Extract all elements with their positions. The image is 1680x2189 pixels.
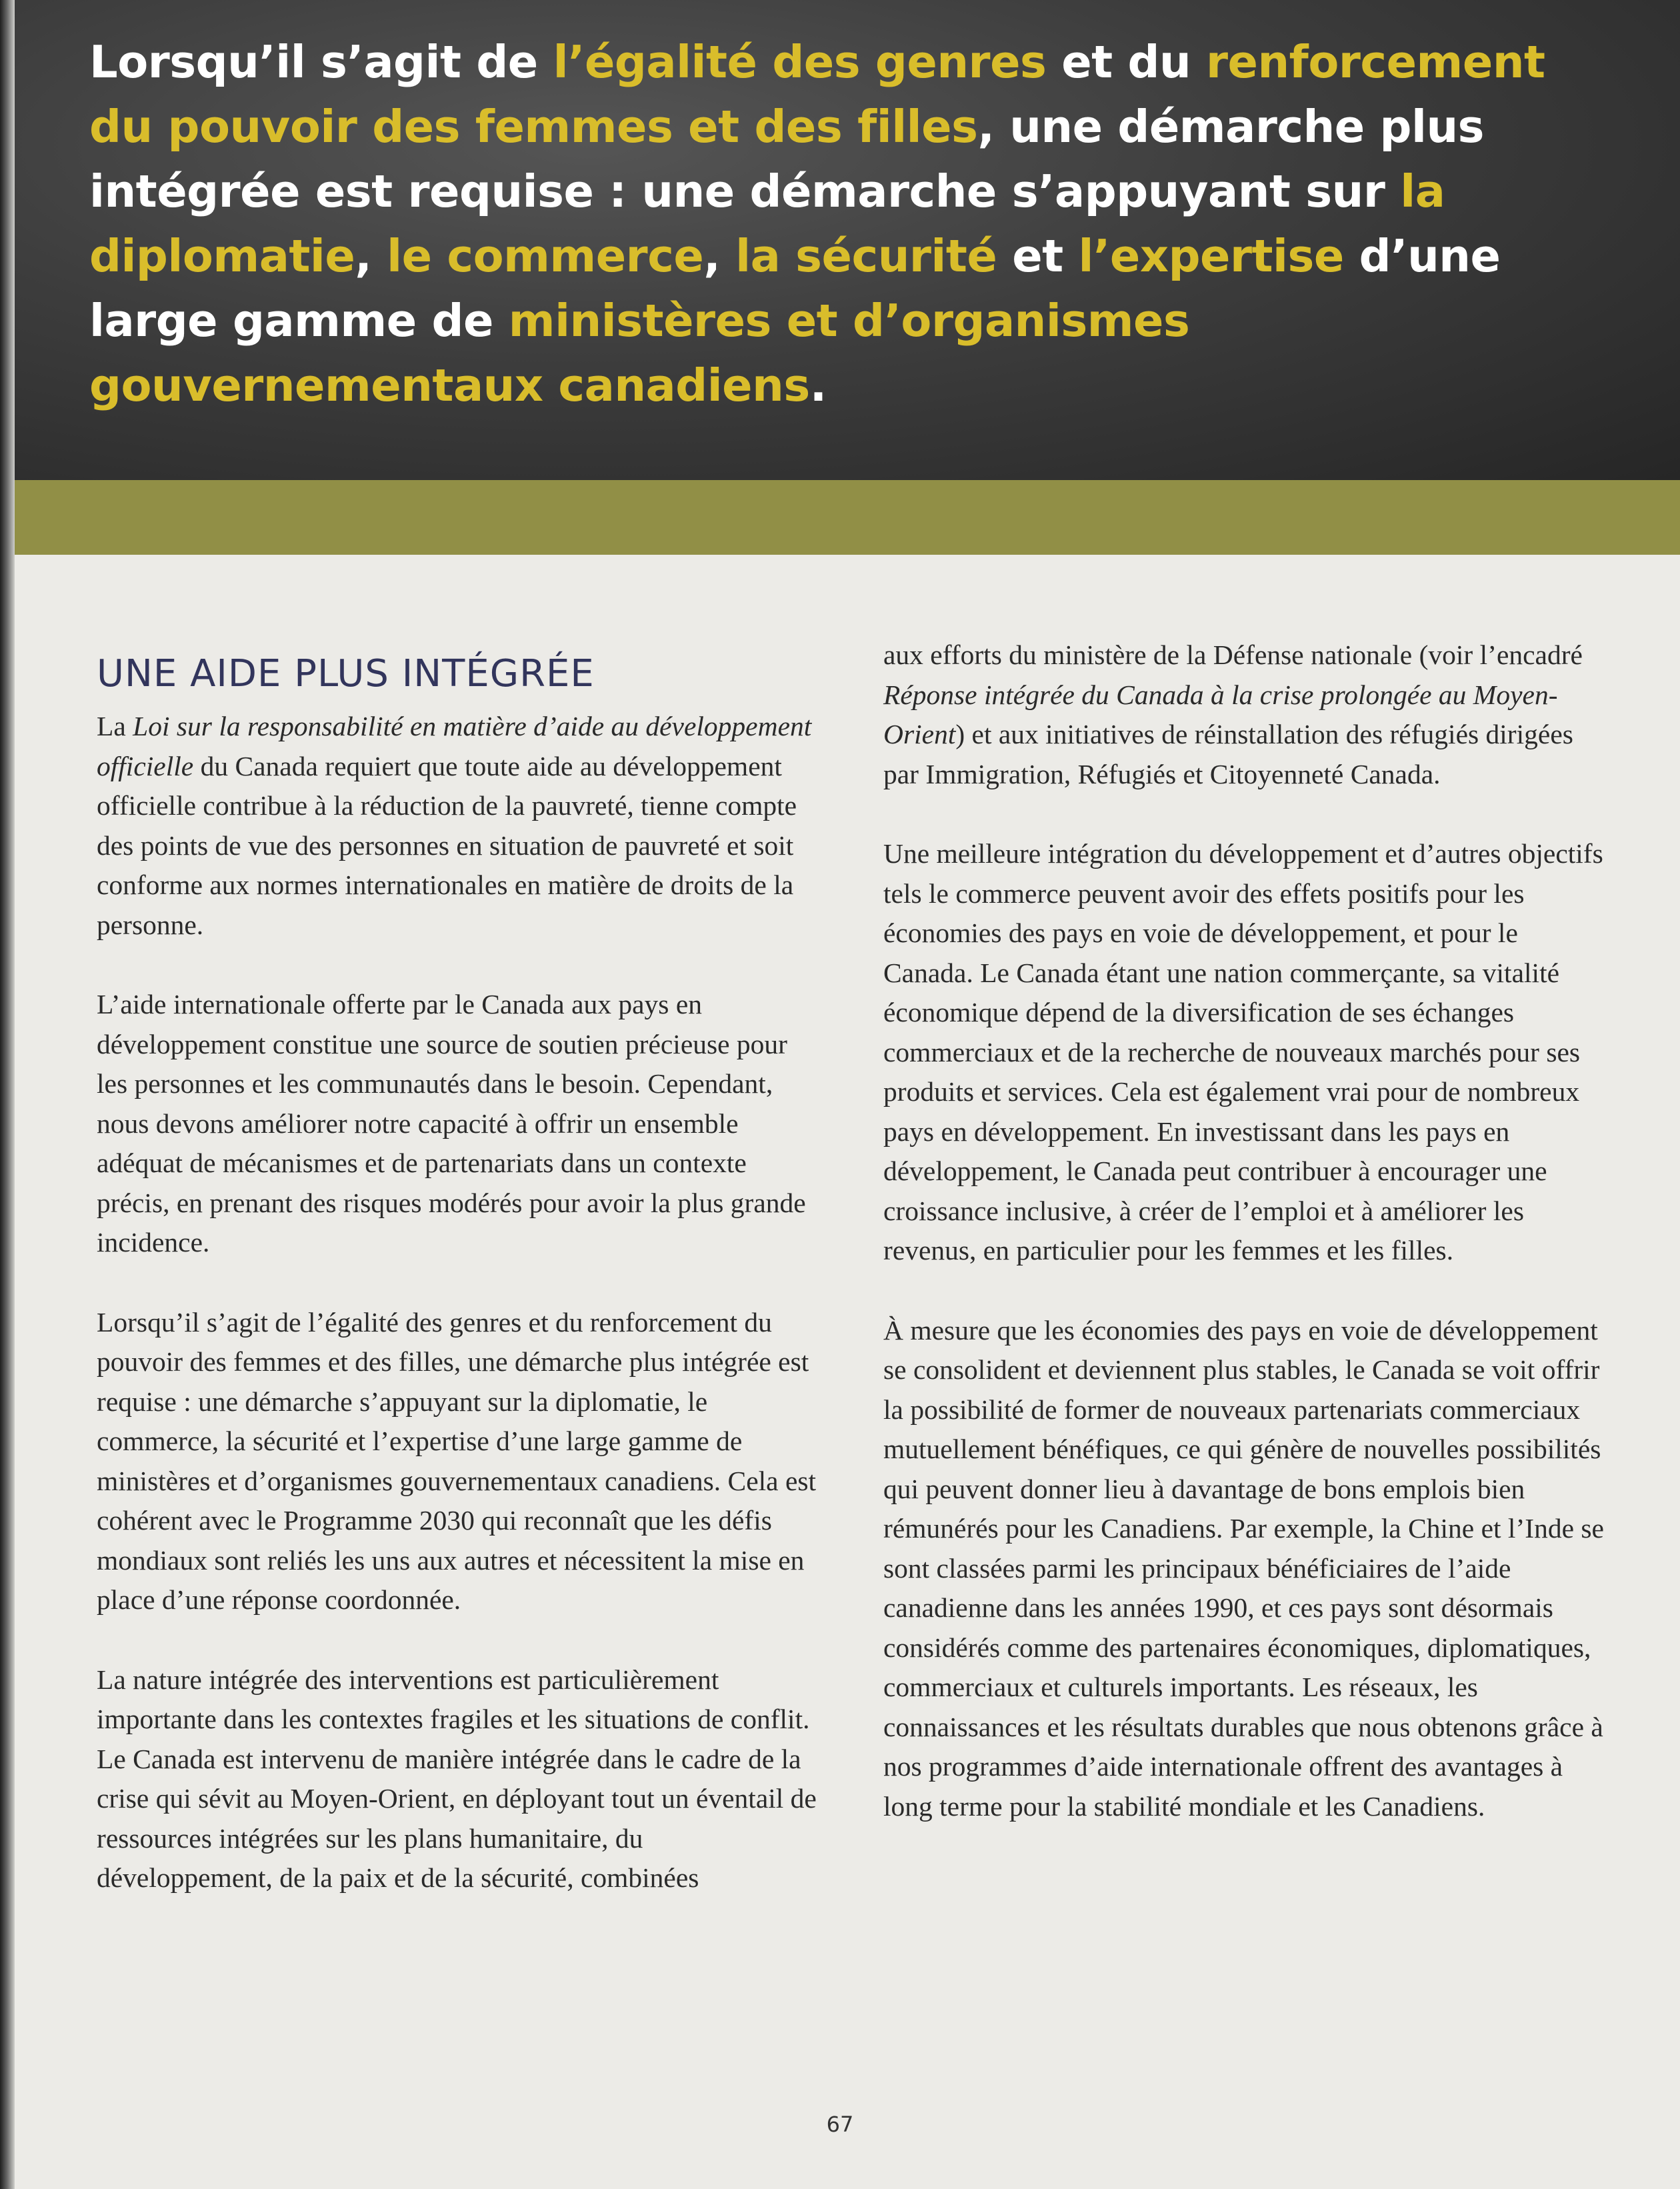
page-binding-shadow [0, 0, 15, 2189]
paragraph [883, 635, 1610, 794]
quote-text: d’une large gamme de [89, 230, 1501, 347]
paragraph: La nature intégrée des interventions est particulièrement importante dans les contextes fragiles et les situations de conflit. Le Canada est intervenu de manière intégrée dans le cadre de la crise qui sévit au Moyen-Orient, en déployant tout un éventail de ressources intégrées sur les plans humanitaire, du développement, de la paix et de la sécurité, combinées [97, 1664, 817, 1893]
section-title: UNE AIDE PLUS INTÉGRÉE [97, 652, 595, 695]
paragraph: Lorsqu’il s’agit de l’égalité des genres et du renforcement du pouvoir des femmes et des filles, une démarche plus intégrée est requise : une démarche s’appuyant sur la diplomatie, le commerce, la sécurité et l’expertise d’une large gamme de ministères et d’organismes gouvernementaux canadiens. Cela est cohérent avec le Programme 2030 qui reconnaît que les défis mondiaux sont reliés les uns aux autres et nécessitent la mise en place d’une réponse coordonnée. [97, 1306, 817, 1615]
quote-text: , une démarche plus intégrée est requise : une démarche s’appuyant sur [89, 101, 1485, 217]
quote-highlight: renforcement du pouvoir des femmes et des filles [89, 36, 1545, 153]
quote-highlight: la sécurité [735, 230, 997, 282]
paragraph-text: ) et aux initiatives de réinstallation des réfugiés dirigées par Immigration, Réfugiés et Citoyenneté Canada. [883, 719, 1573, 789]
page-number: 67 [826, 2112, 854, 2137]
quote-text: . [809, 359, 827, 411]
pull-quote [89, 30, 1609, 418]
quote-text: et [997, 230, 1079, 282]
quote-text: , [355, 230, 387, 282]
quote-highlight: le commerce [387, 230, 704, 282]
paragraph: L’aide internationale offerte par le Canada aux pays en développement constitue une source de soutien précieuse pour les personnes et les communautés dans le besoin. Cependant, nous devons améliorer notre capacité à offrir un ensemble adéquat de mécanismes et de partenariats dans un contexte précis, en prenant des risques modérés pour avoir la plus grande incidence. [97, 989, 806, 1258]
paragraph: À mesure que les économies des pays en voie de développement se consolident et deviennent plus stables, le Canada se voit offrir la possibilité de former de nouveaux partenariats commerciaux mutuellement bénéfiques, ce qui génère de nouvelles possibilités qui peuvent donner lieu à davantage de bons emplois bien rémunérés pour les Canadiens. Par exemple, la Chine et l’Inde se sont classées parmi les principaux bénéficiaires de l’aide canadienne dans les années 1990, et ces pays sont désormais considérés comme des partenaires économiques, diplomatiques, commerciaux et culturels importants. Les réseaux, les connaissances et les résultats durables que nous obtenons grâce à nos programmes d’aide internationale offrent des avantages à long terme pour la stabilité mondiale et les Canadiens. [883, 1314, 1604, 1822]
quote-text: Lorsqu’il s’agit de [89, 36, 553, 88]
quote-highlight: la diplomatie [89, 165, 1445, 282]
left-column [97, 648, 823, 1938]
quote-highlight: l’expertise [1078, 230, 1344, 282]
quote-highlight: ministères et d’organismes gouvernementaux canadiens [89, 295, 1190, 411]
law-title-italic: Loi sur la responsabilité en matière d’aide au développement officielle [97, 711, 812, 781]
paragraph-text: aux efforts du ministère de la Défense nationale (voir l’encadré [883, 639, 1583, 670]
quote-highlight: l’égalité des genres [553, 36, 1047, 88]
paragraph [97, 707, 823, 945]
right-column [883, 635, 1610, 1866]
quote-text: et du [1046, 36, 1206, 88]
olive-divider-band [0, 480, 1680, 555]
paragraph-text: La [97, 711, 133, 741]
paragraph: Une meilleure intégration du développement et d’autres objectifs tels le commerce peuvent avoir des effets positifs pour les économies des pays en voie de développement, et pour le Canada. Le Canada étant une nation commerçante, sa vitalité économique dépend de la diversification de ses échanges commerciaux et de la recherche de nouveaux marchés pour ses produits et services. Cela est également vrai pour de nombreux pays en développement. En investissant dans les pays en développement, le Canada peut contribuer à encourager une croissance inclusive, à créer de l’emploi et à améliorer les revenus, en particulier pour les femmes et les filles. [883, 838, 1603, 1266]
pull-quote-banner [0, 0, 1680, 480]
paragraph-text: du Canada requiert que toute aide au développement officielle contribue à la réduction de la pauvreté, tienne compte des points de vue des personnes en situation de pauvreté et soit conforme aux normes internationales en matière de droits de la personne. [97, 750, 797, 940]
quote-text: , [703, 230, 736, 282]
sidebar-reference-italic: Réponse intégrée du Canada à la crise prolongée au Moyen-Orient [883, 679, 1558, 749]
